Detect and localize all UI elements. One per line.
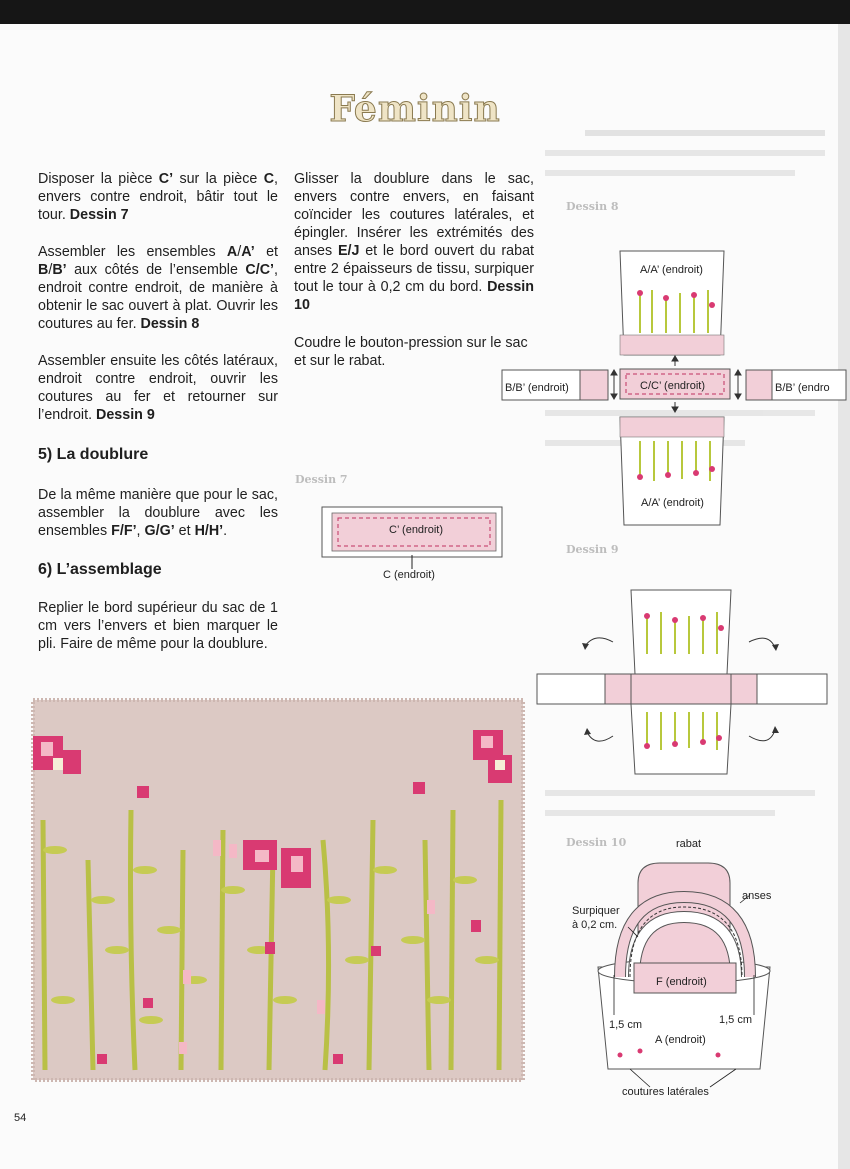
dessin8-left-band	[580, 370, 608, 400]
page-title: Féminin	[329, 88, 501, 130]
left-para-2: Assembler les ensembles A/A’ et B/B’ aux côtés de l’ensemble C/C’, endroit contre endroit, de manière à obtenir le sac ouvert à plat. Ouvrir les coutures au fer. Dessin 8	[38, 244, 278, 332]
dessin10-label-coutures: coutures latérales	[622, 1086, 709, 1098]
scan-border	[0, 0, 850, 24]
dessin9-right-band	[731, 674, 757, 704]
dessin7-caption: Dessin 7	[295, 473, 348, 486]
dessin10-diagram	[590, 855, 780, 1080]
dessin9-diagram	[535, 588, 830, 778]
page-number: 54	[14, 1112, 27, 1124]
dessin8-top-band	[620, 335, 724, 355]
dessin10-label-cm-right: 1,5 cm	[719, 1014, 753, 1026]
heading-doublure: 5) La doublure	[38, 446, 149, 463]
left-para-3: Assembler ensuite les côtés latéraux, endroit contre endroit, ouvrir les coutures au fer et retourner sur l’endroit. Dessin 9	[38, 353, 278, 423]
left-para-5: Replier le bord supérieur du sac de 1 cm vers l’envers et bien marquer le pli. Faire de même pour la doublure.	[38, 600, 278, 652]
dessin9-caption: Dessin 9	[566, 543, 619, 556]
dessin8-right-band	[746, 370, 772, 400]
middle-para-2: Coudre le bouton-pression sur le sac et sur le rabat.	[294, 335, 528, 369]
dessin8-label-top: A/A’ (endroit)	[640, 264, 703, 276]
dessin10-label-anses: anses	[742, 890, 772, 902]
embroidery-photo	[33, 700, 523, 1080]
dessin10-label-cm-left: 1,5 cm	[609, 1019, 643, 1031]
dessin8-label-left: B/B’ (endroit)	[505, 382, 569, 394]
middle-para-1: Glisser la doublure dans le sac, envers contre envers, en faisant coïncider les coutures latérales, et épingler. Insérer les extrémités des anses E/J et le bord ouvert du rabat entre 2 épaisseurs de tissu, surpiquer tout le tour à 0,2 cm du bord. Dessin 10	[294, 171, 534, 313]
dessin8-bottom-band	[620, 417, 724, 437]
dessin10-label-surpiquer-2: à 0,2 cm.	[572, 919, 618, 931]
dessin9-left-band	[605, 674, 631, 704]
left-para-1: Disposer la pièce C’ sur la pièce C, envers contre endroit, bâtir tout le tour. Dessin 7	[38, 171, 278, 223]
dessin10-label-a: A (endroit)	[655, 1034, 706, 1046]
dessin9-center-band	[631, 674, 731, 704]
dessin10-caption: Dessin 10	[566, 836, 627, 849]
dessin8-label-right: B/B’ (endro	[775, 382, 830, 394]
heading-assemblage: 6) L’assemblage	[38, 561, 162, 578]
dessin10-label-rabat: rabat	[676, 838, 702, 850]
dessin7-label-bottom: C (endroit)	[383, 569, 435, 581]
dessin8-label-bottom: A/A’ (endroit)	[641, 497, 704, 509]
dessin10-label-f: F (endroit)	[656, 976, 707, 988]
page-edge	[838, 24, 850, 1169]
dessin8-caption: Dessin 8	[566, 200, 619, 213]
left-para-4: De la même manière que pour le sac, assembler la doublure avec les ensembles F/F’, G/G’ et H/H’.	[38, 487, 278, 539]
dessin10-label-surpiquer: Surpiquer	[572, 905, 620, 917]
dessin8-label-center: C/C’ (endroit)	[640, 380, 705, 392]
dessin7-label-top: C’ (endroit)	[389, 524, 443, 536]
